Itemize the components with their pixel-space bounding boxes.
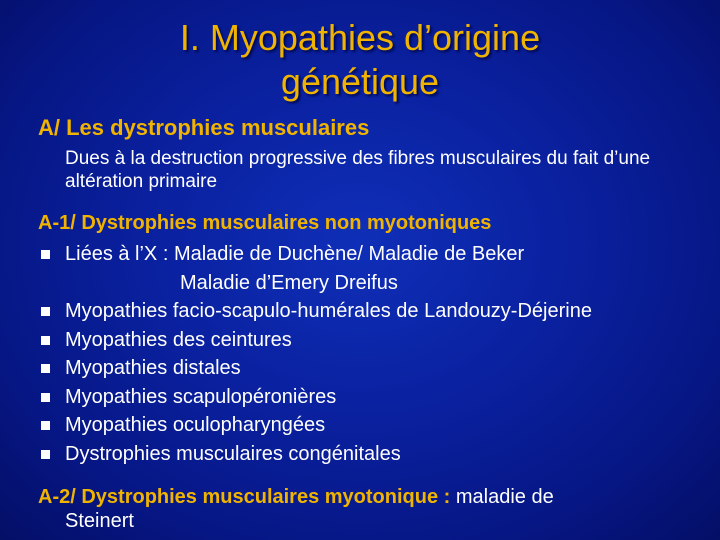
square-bullet-icon: [41, 364, 50, 373]
bullet-text: Myopathies distales: [65, 357, 241, 379]
section-heading-a: A/ Les dystrophies musculaires: [38, 115, 370, 140]
bullet-text: Myopathies facio-scapulo-humérales de Landouzy-Déjerine: [65, 300, 592, 322]
bullet-item: [38, 297, 592, 326]
bullet-text: Myopathies scapulopéronières: [65, 385, 337, 408]
bullet-text: Myopathies oculopharyngées: [65, 414, 326, 436]
bullet-item: [38, 240, 592, 297]
square-bullet-icon: [41, 336, 50, 345]
slide-title-line-2: génétique: [280, 61, 440, 102]
bullet-item: [38, 440, 592, 469]
bullet-item: [38, 411, 592, 440]
bullet-text: Liées à l’X : Maladie de Duchène/ Maladie de Beker: [65, 243, 525, 265]
slide-title: [0, 16, 720, 104]
square-bullet-icon: [41, 421, 50, 430]
subsection-heading-a2: A-2/ Dystrophies musculaires myotonique :: [38, 486, 451, 508]
subsection-a2-continuation: Steinert: [65, 510, 134, 532]
bullet-item: [38, 383, 592, 412]
square-bullet-icon: [41, 393, 50, 402]
slide-title-line-1: I. Myopathies d’origine: [179, 17, 541, 58]
intro-text: Dues à la destruction progressive des fibres musculaires du fait d’une altération primaire: [65, 148, 651, 192]
subsection-heading-a1: A-1/ Dystrophies musculaires non myotoniques: [38, 212, 492, 234]
bullet-continuation: Maladie d’Emery Dreifus: [180, 271, 398, 294]
bullet-text: Myopathies des ceintures: [65, 328, 292, 351]
square-bullet-icon: [41, 450, 50, 459]
bullet-text: Dystrophies musculaires congénitales: [65, 442, 401, 465]
square-bullet-icon: [41, 250, 50, 259]
subsection-a2: [38, 485, 698, 533]
square-bullet-icon: [41, 307, 50, 316]
bullet-list: [38, 240, 592, 468]
subsection-a2-text: maladie de: [450, 486, 554, 508]
bullet-item: [38, 354, 592, 383]
bullet-item: [38, 326, 592, 355]
